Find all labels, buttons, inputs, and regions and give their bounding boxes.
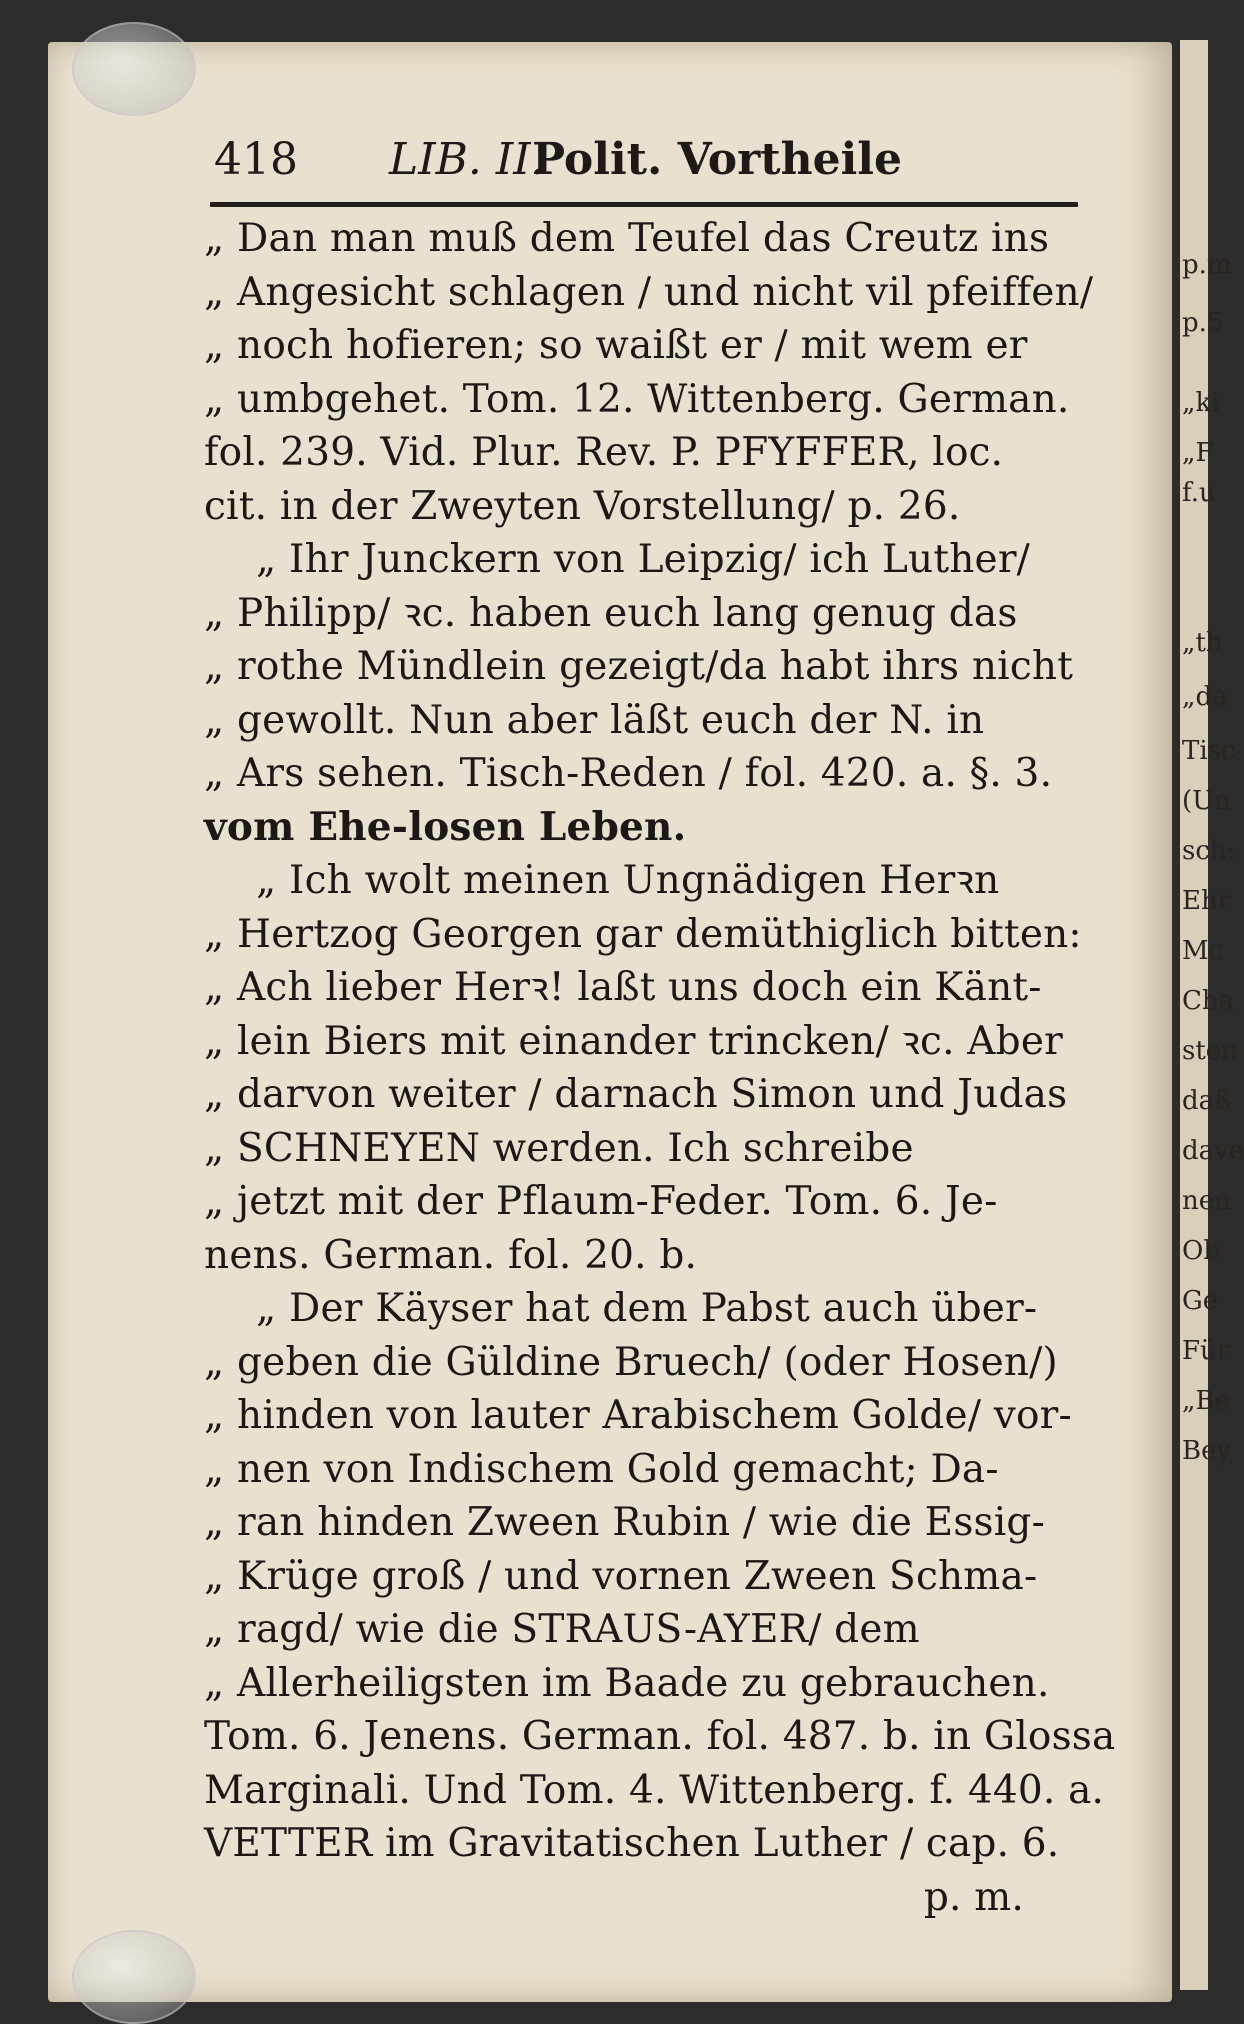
next-page-fragment: Bey	[1182, 1436, 1232, 1466]
next-page-fragment: Für	[1182, 1336, 1230, 1366]
header-rule	[210, 202, 1078, 207]
text-line: „ geben die Güldine Bruech/ (oder Hosen/)	[204, 1339, 1058, 1385]
next-page-fragment: sten	[1182, 1036, 1238, 1066]
next-page-fragment: „th	[1182, 628, 1223, 658]
text-line: „ Ach lieber Herꝛ! laßt uns doch ein Känt-	[204, 965, 1042, 1010]
next-page-fragment: Ge	[1182, 1286, 1219, 1316]
next-page-fragment: p.m	[1182, 250, 1232, 280]
text-line: „ noch hofieren; so waißt er / mit wem er	[204, 323, 1028, 368]
text-line: „ ran hinden Zween Rubin / wie die Essig-	[204, 1500, 1045, 1545]
page-clip-top	[72, 22, 196, 116]
page-number: 418	[214, 134, 298, 185]
page-header	[214, 134, 1074, 204]
text-line: „ nen von Indischem Gold gemacht; Da-	[204, 1446, 999, 1492]
text-line: „ Angesicht schlagen / und nicht vil pfeiffen/	[204, 269, 1094, 315]
next-page-edge	[1180, 40, 1244, 1990]
next-page-fragment: „F	[1182, 438, 1214, 468]
text-line: „ Ich wolt meinen Ungnädigen Herꝛn	[256, 858, 1000, 903]
text-line: „ Ars sehen. Tisch-Reden / fol. 420. a. §. 3.	[204, 751, 1053, 796]
text-line: „ SCHNEYEN werden. Ich schreibe	[204, 1125, 914, 1171]
text-line: „ rothe Mündlein gezeigt/da habt ihrs nicht	[204, 644, 1074, 689]
text-line: Tom. 6. Jenens. German. fol. 487. b. in Glossa	[204, 1714, 1116, 1759]
page-text	[204, 212, 1116, 1924]
text-line: „ ragd/ wie die STRAUS-AYER/ dem	[204, 1607, 920, 1652]
next-page-fragment: dave	[1182, 1136, 1244, 1166]
text-line: fol. 239. Vid. Plur. Rev. P. PFYFFER, loc.	[204, 430, 1004, 475]
running-title: Polit. Vortheile	[532, 134, 903, 185]
text-line: „ umbgehet. Tom. 12. Wittenberg. German.	[204, 376, 1070, 422]
text-line: cit. in der Zweyten Vorstellung/ p. 26.	[204, 483, 961, 529]
text-line: „ gewollt. Nun aber läßt euch der N. in	[204, 697, 985, 743]
text-line: VETTER im Gravitatischen Luther / cap. 6.	[204, 1821, 1060, 1866]
next-page-fragment: Mc	[1182, 936, 1224, 966]
next-page-fragment: „ki	[1182, 388, 1220, 418]
text-line: „ Krüge groß / und vornen Zween Schma-	[204, 1553, 1038, 1599]
text-line: „ Dan man muß dem Teufel das Creutz ins	[204, 216, 1050, 261]
next-page-fragment: (Un	[1182, 786, 1231, 816]
next-page-fragment: sch:	[1182, 836, 1236, 866]
text-line: „ hinden von lauter Arabischem Golde/ vor-	[204, 1393, 1072, 1438]
text-line: „ jetzt mit der Pflaum-Feder. Tom. 6. Je-	[204, 1179, 998, 1224]
next-page-fragment: Ehr	[1182, 886, 1231, 916]
text-line: „ darvon weiter / darnach Simon und Judas	[204, 1072, 1068, 1117]
text-line: „ Philipp/ ꝛc. haben euch lang genug das	[204, 590, 1018, 636]
next-page-fragment: daß	[1182, 1086, 1232, 1116]
page-clip-bottom	[72, 1930, 196, 2024]
text-line: vom Ehe-losen Leben.	[204, 803, 687, 850]
text-line: „ Hertzog Georgen gar demüthiglich bitten:	[204, 911, 1082, 957]
text-line: „ Der Käyser hat dem Pabst auch über-	[256, 1286, 1038, 1331]
next-page-fragment: „Be	[1182, 1386, 1230, 1416]
next-page-fragment: Tisc	[1182, 736, 1236, 766]
next-page-fragment: nen	[1182, 1186, 1231, 1216]
text-line: p. m.	[923, 1874, 1024, 1920]
next-page-fragment: p.5	[1182, 308, 1224, 338]
running-title-book: LIB. II.	[389, 134, 545, 185]
next-page-fragment: „da	[1182, 682, 1228, 712]
next-page-fragment: Cha	[1182, 986, 1235, 1016]
text-line: „ Allerheiligsten im Baade zu gebrauchen.	[204, 1660, 1050, 1706]
next-page-fragment: Ob	[1182, 1236, 1220, 1266]
text-line: „ Ihr Junckern von Leipzig/ ich Luther/	[256, 537, 1031, 582]
text-line: Marginali. Und Tom. 4. Wittenberg. f. 440. a.	[204, 1767, 1105, 1813]
next-page-fragment: f.u	[1182, 478, 1216, 508]
text-line: nens. German. fol. 20. b.	[204, 1232, 698, 1278]
text-line: „ lein Biers mit einander trincken/ ꝛc. Aber	[204, 1018, 1063, 1064]
